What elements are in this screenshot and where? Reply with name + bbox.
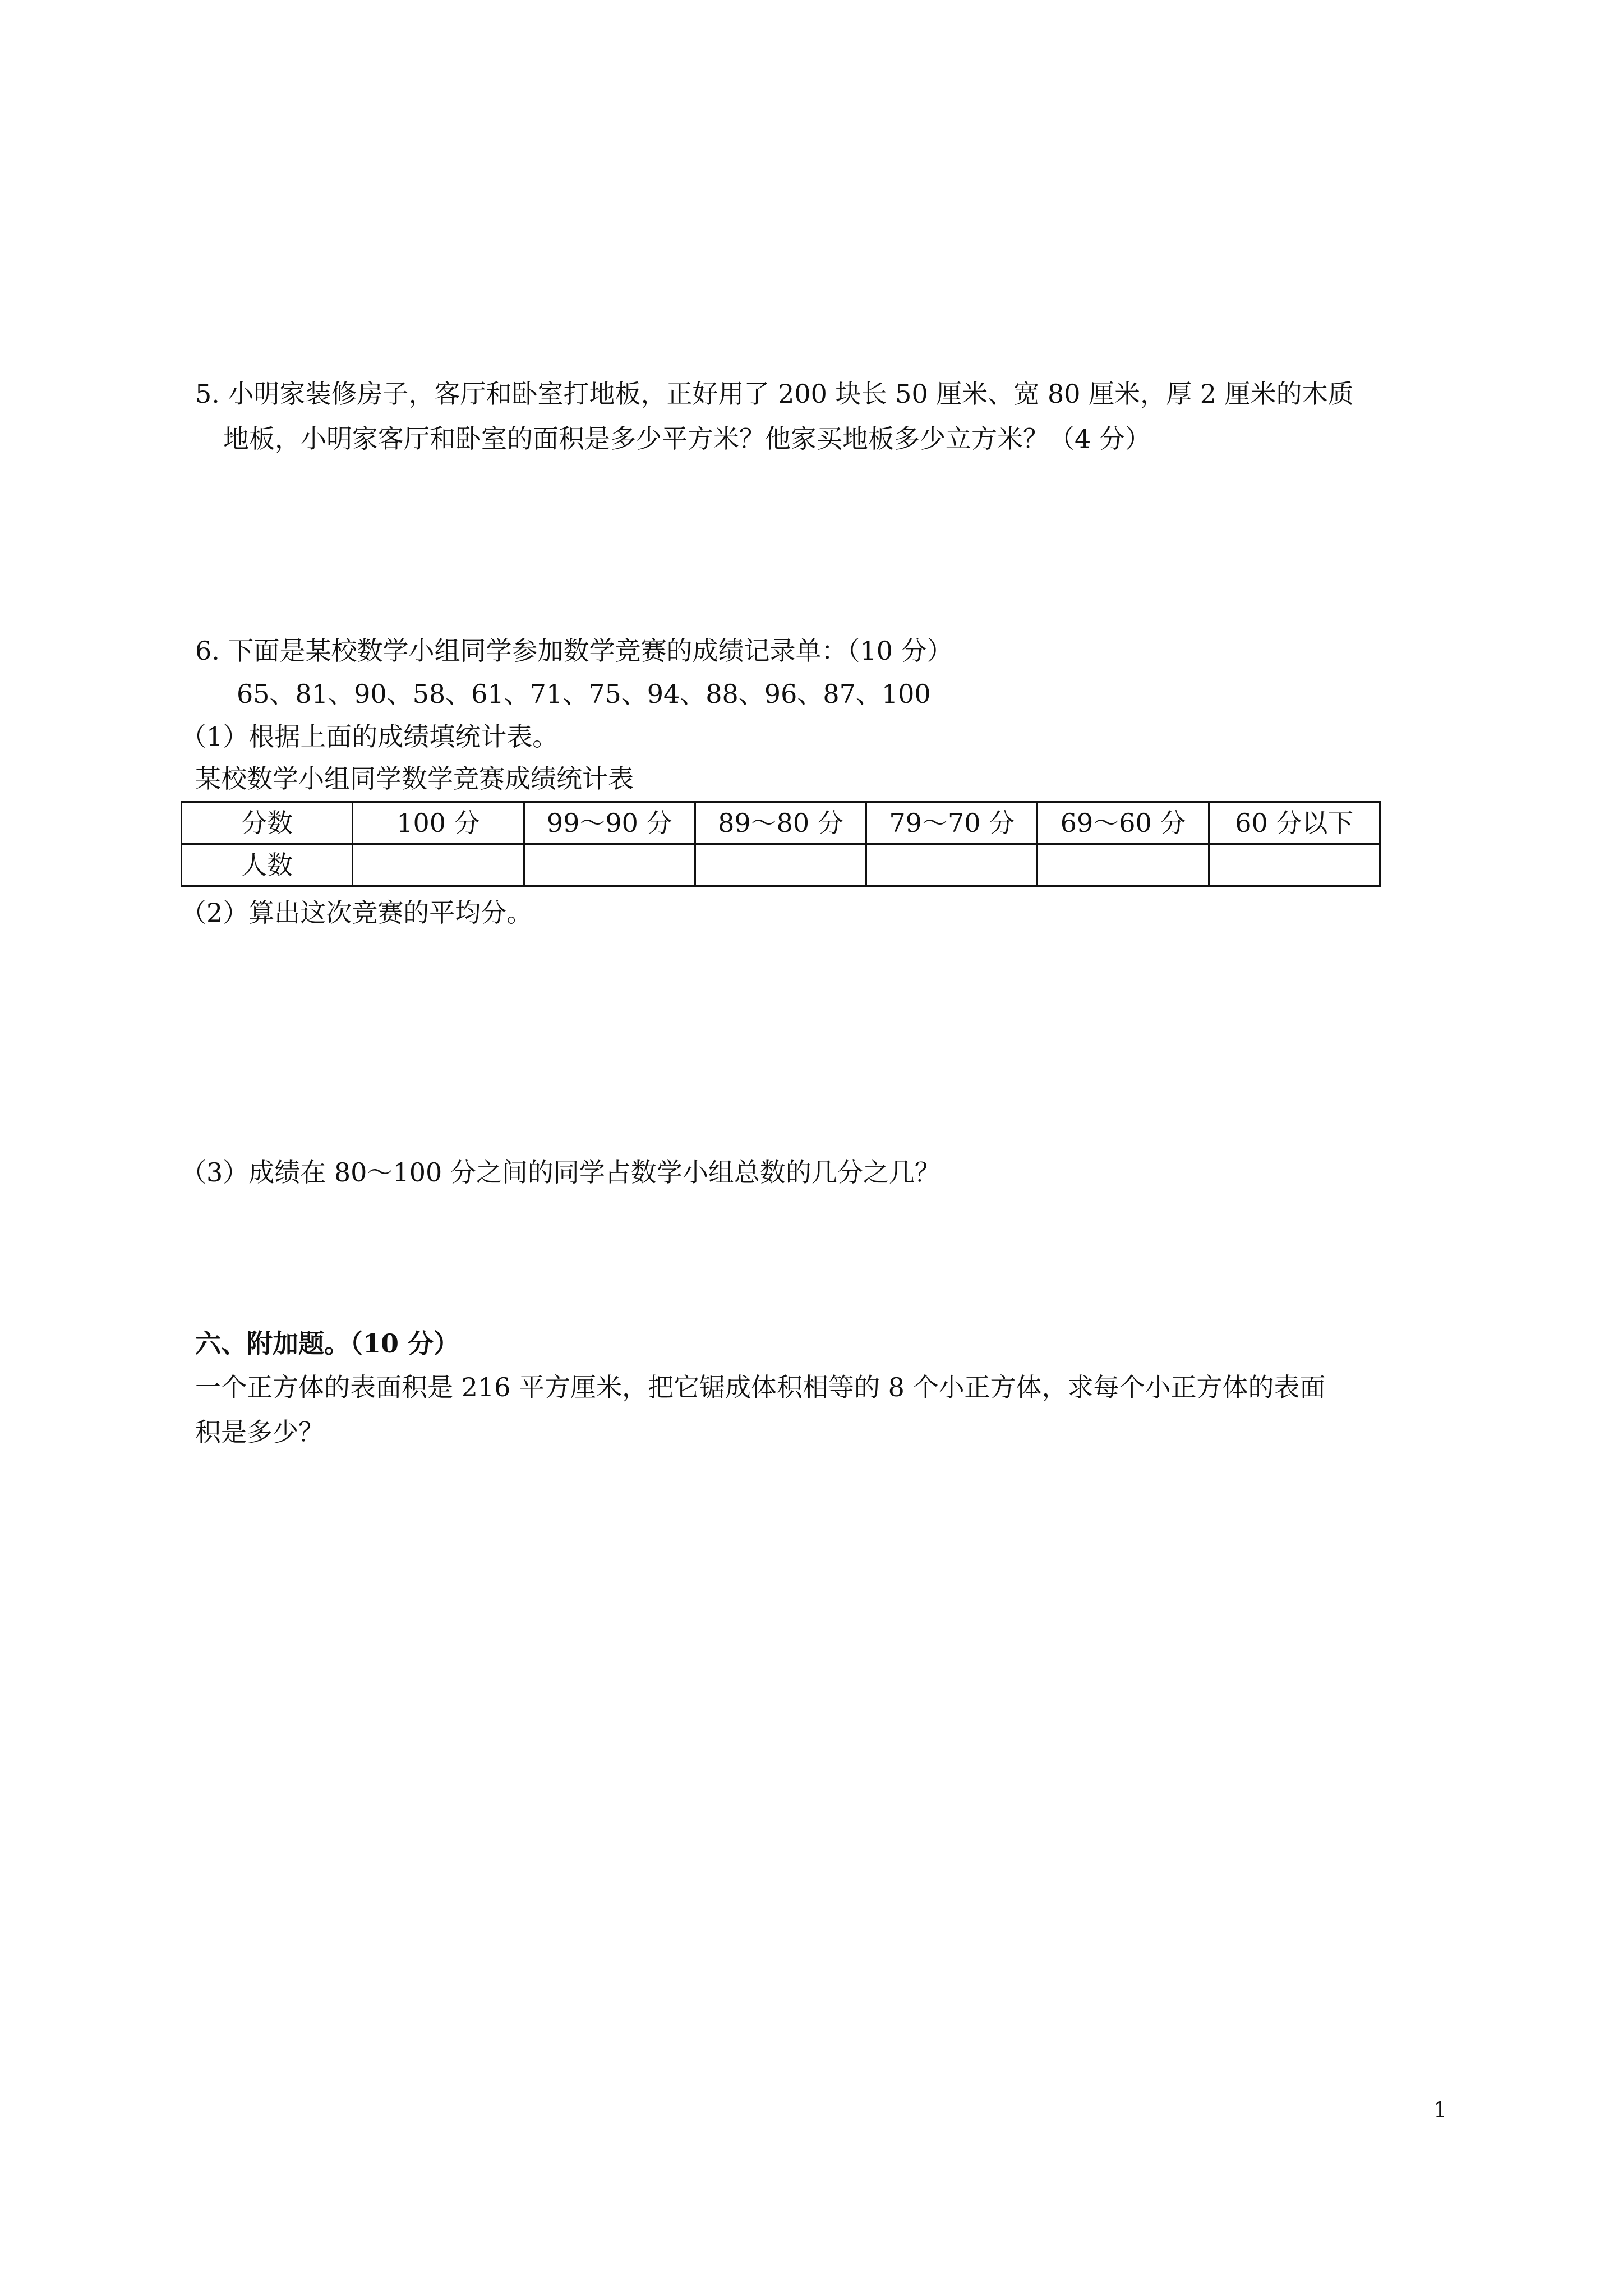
table-row-header xyxy=(182,802,1380,844)
q6-intro: 6. 下面是某校数学小组同学参加数学竞赛的成绩记录单：（10 分） xyxy=(195,636,953,666)
column-header: 60 分以下 xyxy=(1209,802,1380,844)
column-header: 69～60 分 xyxy=(1038,802,1209,844)
q6-part-2: （2）算出这次竞赛的平均分。 xyxy=(181,898,533,928)
q5-text-line-2: 地板，小明家客厅和卧室的面积是多少平方米？他家买地板多少立方米？（4 分） xyxy=(223,424,1151,454)
bonus-heading: 六、附加题。（10 分） xyxy=(195,1328,460,1359)
q6-score-list: 65、81、90、58、61、71、75、94、88、96、87、100 xyxy=(237,679,931,709)
table-row-count xyxy=(182,844,1380,886)
q6-part-3: （3）成绩在 80～100 分之间的同学占数学小组总数的几分之几？ xyxy=(181,1157,940,1188)
column-header: 79～70 分 xyxy=(866,802,1038,844)
q6-part-1: （1）根据上面的成绩填统计表。 xyxy=(181,721,559,752)
column-header: 89～80 分 xyxy=(695,802,866,844)
row-label-score: 分数 xyxy=(182,802,353,844)
row-label-count: 人数 xyxy=(182,844,353,886)
bonus-text-line-1: 一个正方体的表面积是 216 平方厘米，把它锯成体积相等的 8 个小正方体，求每个小正方体的表面 xyxy=(195,1372,1326,1402)
column-header: 100 分 xyxy=(353,802,524,844)
score-stats-table xyxy=(181,801,1381,887)
empty-answer-cell[interactable] xyxy=(695,844,866,886)
page-number: 1 xyxy=(1433,2097,1447,2122)
q5-text-line-1: 5. 小明家装修房子，客厅和卧室打地板，正好用了 200 块长 50 厘米、宽 80 厘米，厚 2 厘米的木质 xyxy=(195,379,1354,409)
bonus-text-line-2: 积是多少？ xyxy=(195,1417,324,1447)
empty-answer-cell[interactable] xyxy=(524,844,695,886)
empty-answer-cell[interactable] xyxy=(866,844,1038,886)
q6-table-title: 某校数学小组同学数学竞赛成绩统计表 xyxy=(195,763,634,794)
empty-answer-cell[interactable] xyxy=(1209,844,1380,886)
empty-answer-cell[interactable] xyxy=(1038,844,1209,886)
column-header: 99～90 分 xyxy=(524,802,695,844)
empty-answer-cell[interactable] xyxy=(353,844,524,886)
